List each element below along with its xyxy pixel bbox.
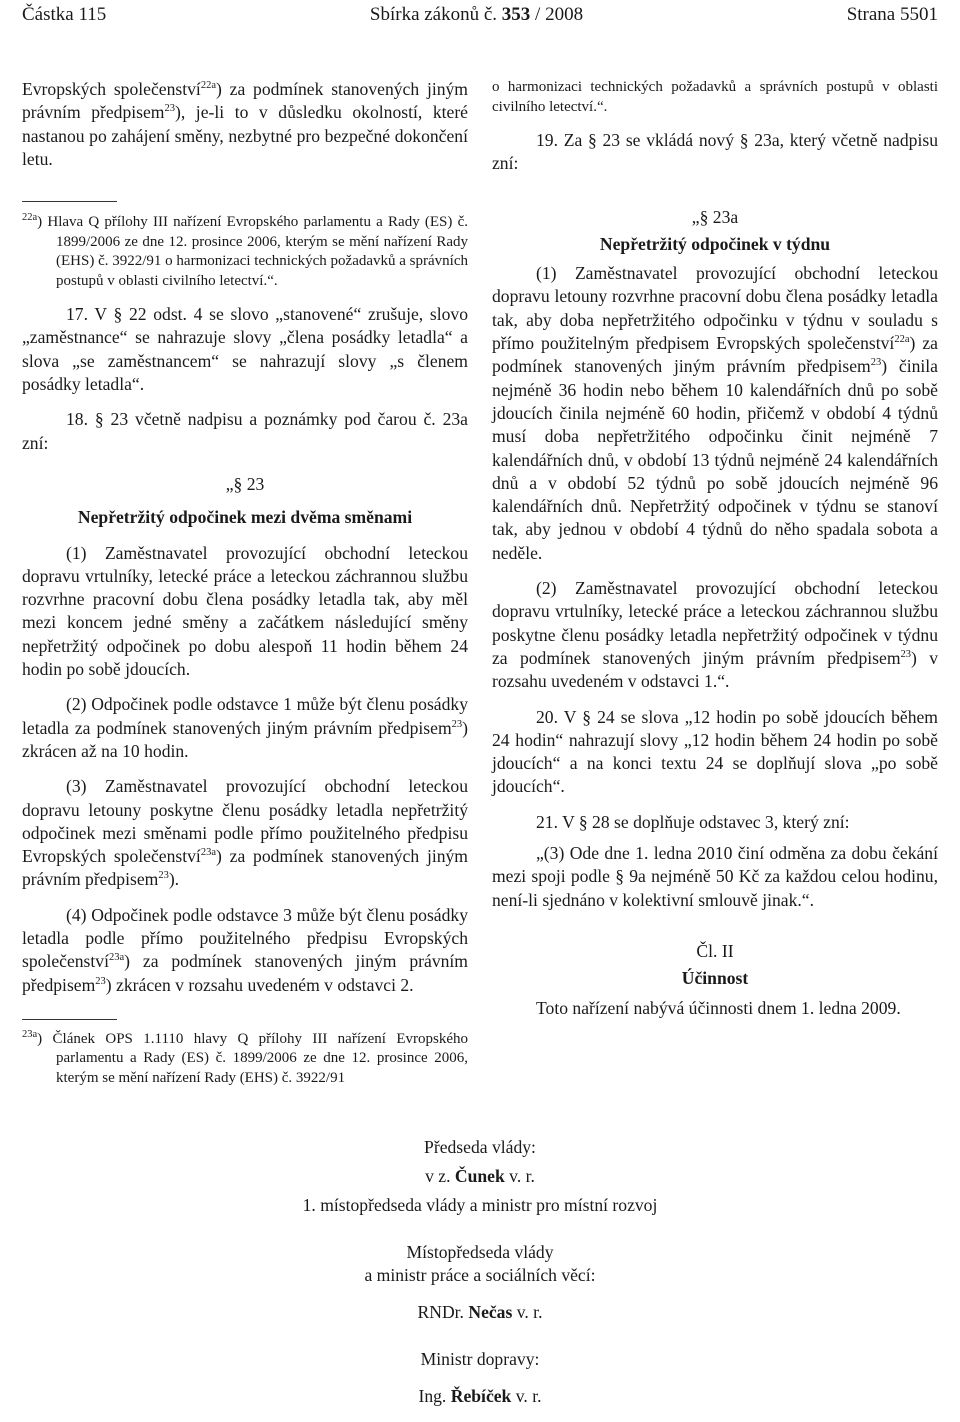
- vp-prefix: RNDr.: [417, 1302, 464, 1322]
- collection-label: Sbírka zákonů č.: [369, 4, 498, 25]
- pm-role: 1. místopředseda vlády a ministr pro místní rozvoj: [302, 1195, 658, 1215]
- pm-title: Předseda vlády:: [424, 1137, 536, 1157]
- minister-suffix: v. r.: [515, 1386, 542, 1406]
- section-23-para-1: (1) Zaměstnavatel provozující obchodní leteckou dopravu vrtulníky, letecké práce a leteckou záchrannou službu rozvrhne pracovní dobu člena posádky letadla tak, aby měl mezi koncem jedné směny a začátkem následující směny nepřetržitý odpočinek po dobu alespoň 11 hodin během 24 hodin po sobě jdoucích.: [22, 542, 468, 680]
- section-23a-title: Nepřetržitý odpočinek v týdnu: [599, 233, 831, 254]
- footnote-rule: [22, 201, 117, 202]
- right-column: [492, 78, 938, 1020]
- page-number: Strana 5501: [846, 4, 938, 25]
- vp-title-1: Místopředseda vlády: [406, 1242, 554, 1262]
- point-21-text: „(3) Ode dne 1. ledna 2010 činí odměna za dobu čekání mezi spoji podle § 9a nejméně 50 Kč za každou celou hodinu, není-li sjednáno v kolektivní smlouvě jinak.“.: [492, 843, 938, 910]
- pm-prefix: v z.: [425, 1166, 451, 1186]
- vice-pm-signature: [0, 1241, 960, 1324]
- footnote-23a: $^{23a}$) Článek OPS 1.1110 hlavy Q přílohy III nařízení Evropského parlamentu a Rady (ES) č. 1899/2006 ze dne 12. prosince 2006, kterým se mění nařízení Rady (EHS) č. 3922/91: [22, 1028, 468, 1086]
- section-23a-para-2: (2) Zaměstnavatel provozující obchodní leteckou dopravu vrtulníky, letecké práce a leteckou záchrannou službu poskytne členu posádky letadla nepřetržitý odpočinek v týdnu za podmínek stanovených jiným právním předpisem$^{23}$) v rozsahu uvedeném v odstavci 1.“.: [492, 578, 938, 692]
- prime-minister-signature: [0, 1136, 960, 1217]
- article-number: Čl. II: [696, 940, 734, 961]
- point-19: 19. Za § 23 se vkládá nový § 23a, který včetně nadpisu zní:: [492, 130, 938, 174]
- minister-title: Ministr dopravy:: [420, 1349, 540, 1369]
- point-21: 21. V § 28 se doplňuje odstavec 3, který zní:: [536, 811, 850, 832]
- minister-signature: [0, 1348, 960, 1408]
- point-20: 20. V § 24 se slova „12 hodin po sobě jdoucích během 24 hodin“ nahrazují slovy „12 hodin během 24 hodin po sobě jdoucích“ a na konci textu 24 se doplňují slova „po sobě jdoucích“.: [492, 706, 938, 797]
- section-23-para-2: (2) Odpočinek podle odstavce 1 může být členu posádky letadla za podmínek stanovených jiným právním předpisem$^{23}$) zkrácen až na 10 hodin.: [22, 694, 468, 761]
- collection-number: 353: [501, 4, 531, 25]
- section-23-para-4: (4) Odpočinek podle odstavce 3 může být členu posádky letadla podle přímo použitelného předpisu Evropských společenství$^{23a}$) za podmínek stanovených jiným právním předpisem$^{23}$) zkrácen v rozsahu uvedeném v odstavci 2.: [22, 904, 468, 995]
- section-23a-para-1: (1) Zaměstnavatel provozující obchodní leteckou dopravu letouny rozvrhne pracovní dobu člena posádky letadla tak, aby doba nepřetržitého odpočinku v týdnu v souladu s přímo použitelným předpisem Evropských společenství$^{22a}$) za podmínek stanovených jiným právním předpisem$^{23}$) činila nejméně 36 hodin nebo během 10 kalendářních dnů po sobě jdoucích činila nejméně 60 hodin, přičemž v období 4 týdnů musí doba nepřetržitého odpočinku činit nejméně 7 kalendářních dnů, v období 13 týdnů nejméně 24 kalendářních dnů a v období 52 týdnů po sobě jdoucích nejméně 96 kalendářních dnů. Nepřetržitý odpočinek v týdnu se stanoví tak, aby jednou v období 4 týdnů do něho spadala sobota a neděle.: [492, 263, 938, 563]
- pm-suffix: v. r.: [509, 1166, 535, 1186]
- point-18: 18. § 23 včetně nadpisu a poznámky pod čarou č. 23a zní:: [22, 409, 468, 453]
- section-23-number: „§ 23: [225, 473, 265, 494]
- pm-name: Čunek: [454, 1166, 505, 1186]
- page-header: [22, 4, 938, 30]
- vp-suffix: v. r.: [516, 1302, 543, 1322]
- minister-prefix: Ing.: [418, 1386, 447, 1406]
- effective-date: Toto nařízení nabývá účinnosti dnem 1. ledna 2009.: [536, 997, 901, 1018]
- vp-name: Nečas: [468, 1302, 513, 1322]
- article-title: Účinnost: [681, 968, 749, 989]
- issue-number: Částka 115: [22, 4, 107, 25]
- collection-title: [370, 4, 583, 26]
- footnote-rule-2: [22, 1019, 117, 1020]
- minister-name: Řebíček: [450, 1386, 512, 1406]
- footnote-continuation: o harmonizaci technických požadavků a správních postupů v oblasti civilního letectví.“.: [492, 79, 938, 115]
- collection-year: / 2008: [535, 4, 584, 25]
- section-23-title: Nepřetržitý odpočinek mezi dvěma směnami: [77, 507, 413, 528]
- section-23-para-3: (3) Zaměstnavatel provozující obchodní leteckou dopravu letouny poskytne členu posádky letadla nepřetržitý odpočinek mezi směnami podle přímo použitelného předpisu Evropských společenství$^{23a}$) za podmínek stanovených jiným právním předpisem$^{23}$).: [22, 776, 468, 890]
- signature-block: [0, 1136, 960, 1422]
- footnote-22a: $^{22a}$) Hlava Q přílohy III nařízení Evropského parlamentu a Rady (ES) č. 1899/2006 ze dne 12. prosince 2006, kterým se mění nařízení Rady (EHS) č. 3922/91 o harmonizaci technických požadavků a správních postupů v oblasti civilního letectví.“.: [22, 212, 468, 289]
- section-23a-number: „§ 23a: [691, 206, 739, 227]
- point-17: 17. V § 22 odst. 4 se slovo „stanovené“ zrušuje, slovo „zaměstnance“ se nahrazuje slovy „člena posádky letadla“ a slova „se zaměstnancem“ se nahrazují slovy „s členem posádky letadla“.: [22, 304, 468, 395]
- vp-title-2: a ministr práce a sociálních věcí:: [364, 1265, 596, 1285]
- continued-paragraph: Evropských společenství$^{22a}$) za podmínek stanovených jiným právním předpisem$^{23}$), je-li to v důsledku okolností, které nastanou po zahájení směny, nezbytné pro bezpečné dokončení letu.: [22, 79, 468, 169]
- left-column: [22, 78, 468, 1088]
